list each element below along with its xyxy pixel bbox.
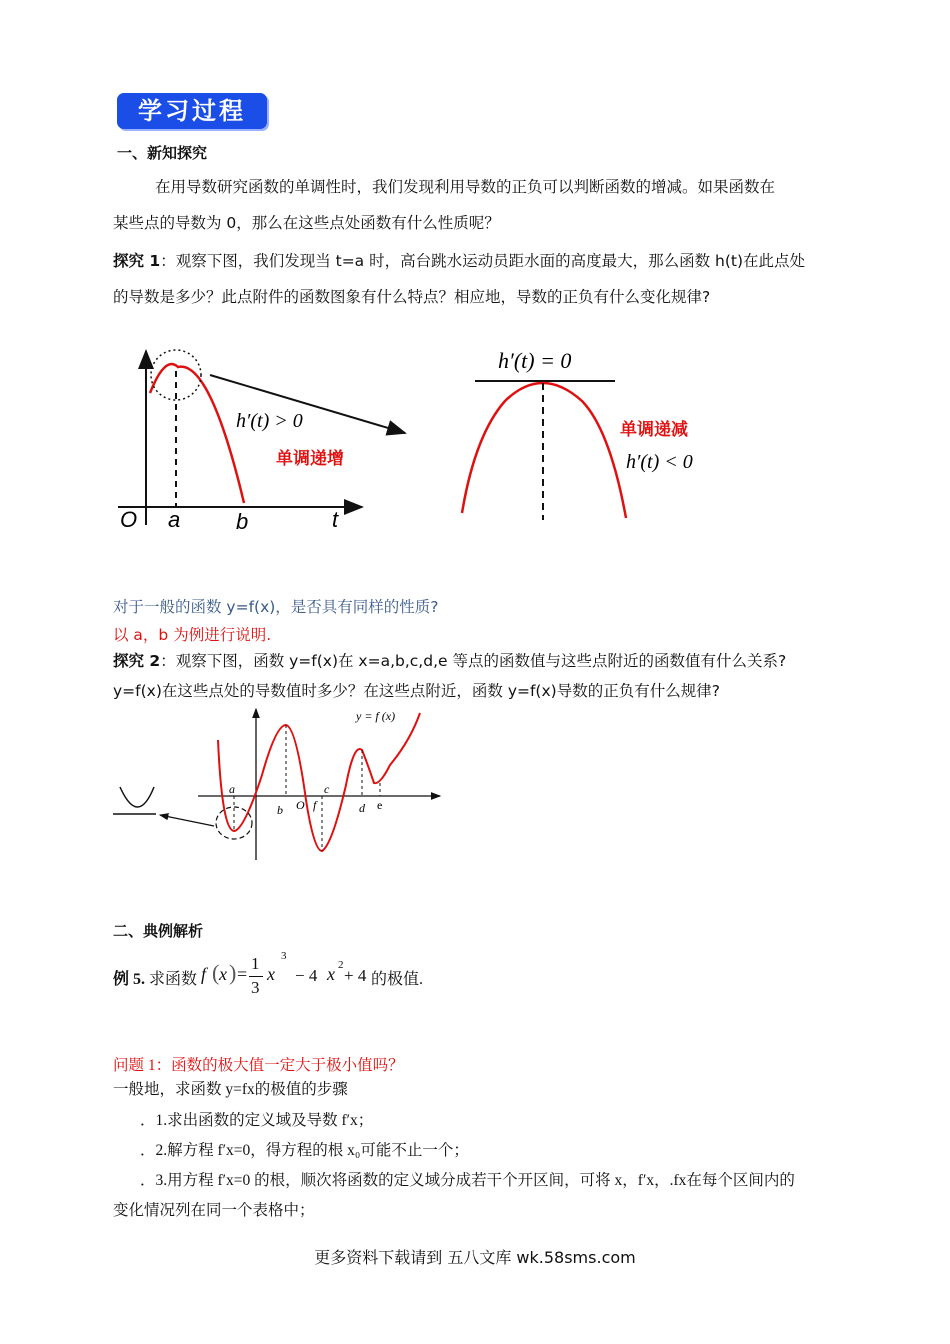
term-x2: x (327, 964, 335, 984)
plus-4: + 4 (344, 966, 367, 985)
section1-heading: 一、新知探究 (117, 144, 208, 162)
paren-left: ( (212, 960, 220, 985)
frac-den: 3 (251, 978, 260, 997)
step3-line2: 变化情况列在同一个表格中； (113, 1202, 315, 1219)
f-curve (218, 713, 420, 851)
frac-bar (249, 976, 263, 977)
a2-label: a (229, 782, 235, 796)
c2-label: c (324, 782, 330, 796)
extrema-figure (110, 705, 450, 865)
explore1-text1: ：观察下图，我们发现当 t=a 时，高台跳水运动员距水面的高度最大，那么函数 h(t)在此点处 (160, 252, 806, 270)
deriv-pos-label: h′(t) > 0 (236, 410, 303, 432)
exp-2: 2 (338, 959, 344, 971)
explore2-label: 探究 2 (113, 652, 161, 670)
steps-intro: 一般地，求函数 y=fx的极值的步骤 (113, 1081, 348, 1098)
pointer-arrow (160, 815, 214, 826)
decreasing-label: 单调递减 (620, 420, 688, 440)
explore1-label: 探究 1 (113, 252, 161, 270)
explore2-line1 (113, 650, 786, 672)
height-curve (150, 364, 244, 503)
deriv-zero-label: h′(t) = 0 (498, 348, 572, 373)
minus-4: − 4 (295, 966, 318, 985)
e2-label: e (377, 798, 383, 812)
increasing-label: 单调递增 (276, 449, 344, 469)
explore1-line2: 的导数是多少？此点附件的函数图象有什么特点？相应地，导数的正负有什么变化规律? (113, 288, 711, 306)
explore2-line2: y=f(x)在这些点处的导数值时多少？在这些点附近，函数 y=f(x)导数的正负有什么规律? (113, 682, 720, 700)
curve-label: y = f (x) (356, 709, 396, 723)
example-post: 的极值. (371, 971, 424, 988)
b-label: b (236, 509, 249, 534)
intro-line1: 在用导数研究函数的单调性时，我们发现利用导数的正负可以判断函数的增减。如果函数在 (155, 178, 776, 196)
func-var: x (219, 964, 227, 984)
parabola-inset (120, 787, 154, 807)
problem1: 问题 1：函数的极大值一定大于极小值吗？ (113, 1057, 404, 1074)
paren-right: ) (229, 960, 237, 985)
footer: 更多资料下载请到 五八文库 wk.58sms.com (314, 1248, 636, 1267)
example-label: 例 5. (113, 971, 146, 988)
f2-label: f (313, 798, 317, 812)
term-x3: x (267, 964, 275, 984)
a-label: a (168, 507, 181, 532)
explore2-text1: ：观察下图，函数 y=f(x)在 x=a,b,c,d,e 等点的函数值与这些点附近的函数值有什么关系? (160, 652, 787, 670)
o2-label: O (296, 798, 305, 812)
explore1-line1 (113, 250, 805, 272)
frac-num: 1 (251, 954, 260, 973)
section-badge: 学习过程 (117, 93, 267, 129)
diving-height-figure (110, 335, 730, 540)
exp-3: 3 (281, 950, 287, 962)
step2: ．2.解方程 f′x=0，得方程的根 x₀可能不止一个； (140, 1142, 469, 1159)
intro-line2: 某些点的导数为 0，那么在这些点处函数有什么性质呢？ (113, 214, 500, 232)
general-question: 对于一般的函数 y=f(x)，是否具有同样的性质? (113, 598, 439, 616)
example-pre: 求函数 (149, 971, 198, 988)
origin-label: O (120, 507, 138, 532)
example5 (113, 950, 513, 1002)
d2-label: d (359, 801, 365, 815)
section2-heading: 二、典例解析 (113, 922, 204, 940)
t-label: t (332, 507, 339, 532)
func-f: f (201, 964, 207, 984)
deriv-neg-label: h′(t) < 0 (626, 451, 693, 473)
general-hint: 以 a，b 为例进行说明. (113, 626, 272, 644)
b2-label: b (277, 803, 283, 817)
step1: ．1.求出函数的定义域及导数 f′x； (140, 1112, 374, 1129)
equals: = (237, 964, 248, 984)
step3-line1: ．3.用方程 f′x=0 的根，顺次将函数的定义域分成若干个开区间，可将 x，f′x，.fx在每个区间内的 (140, 1172, 795, 1189)
